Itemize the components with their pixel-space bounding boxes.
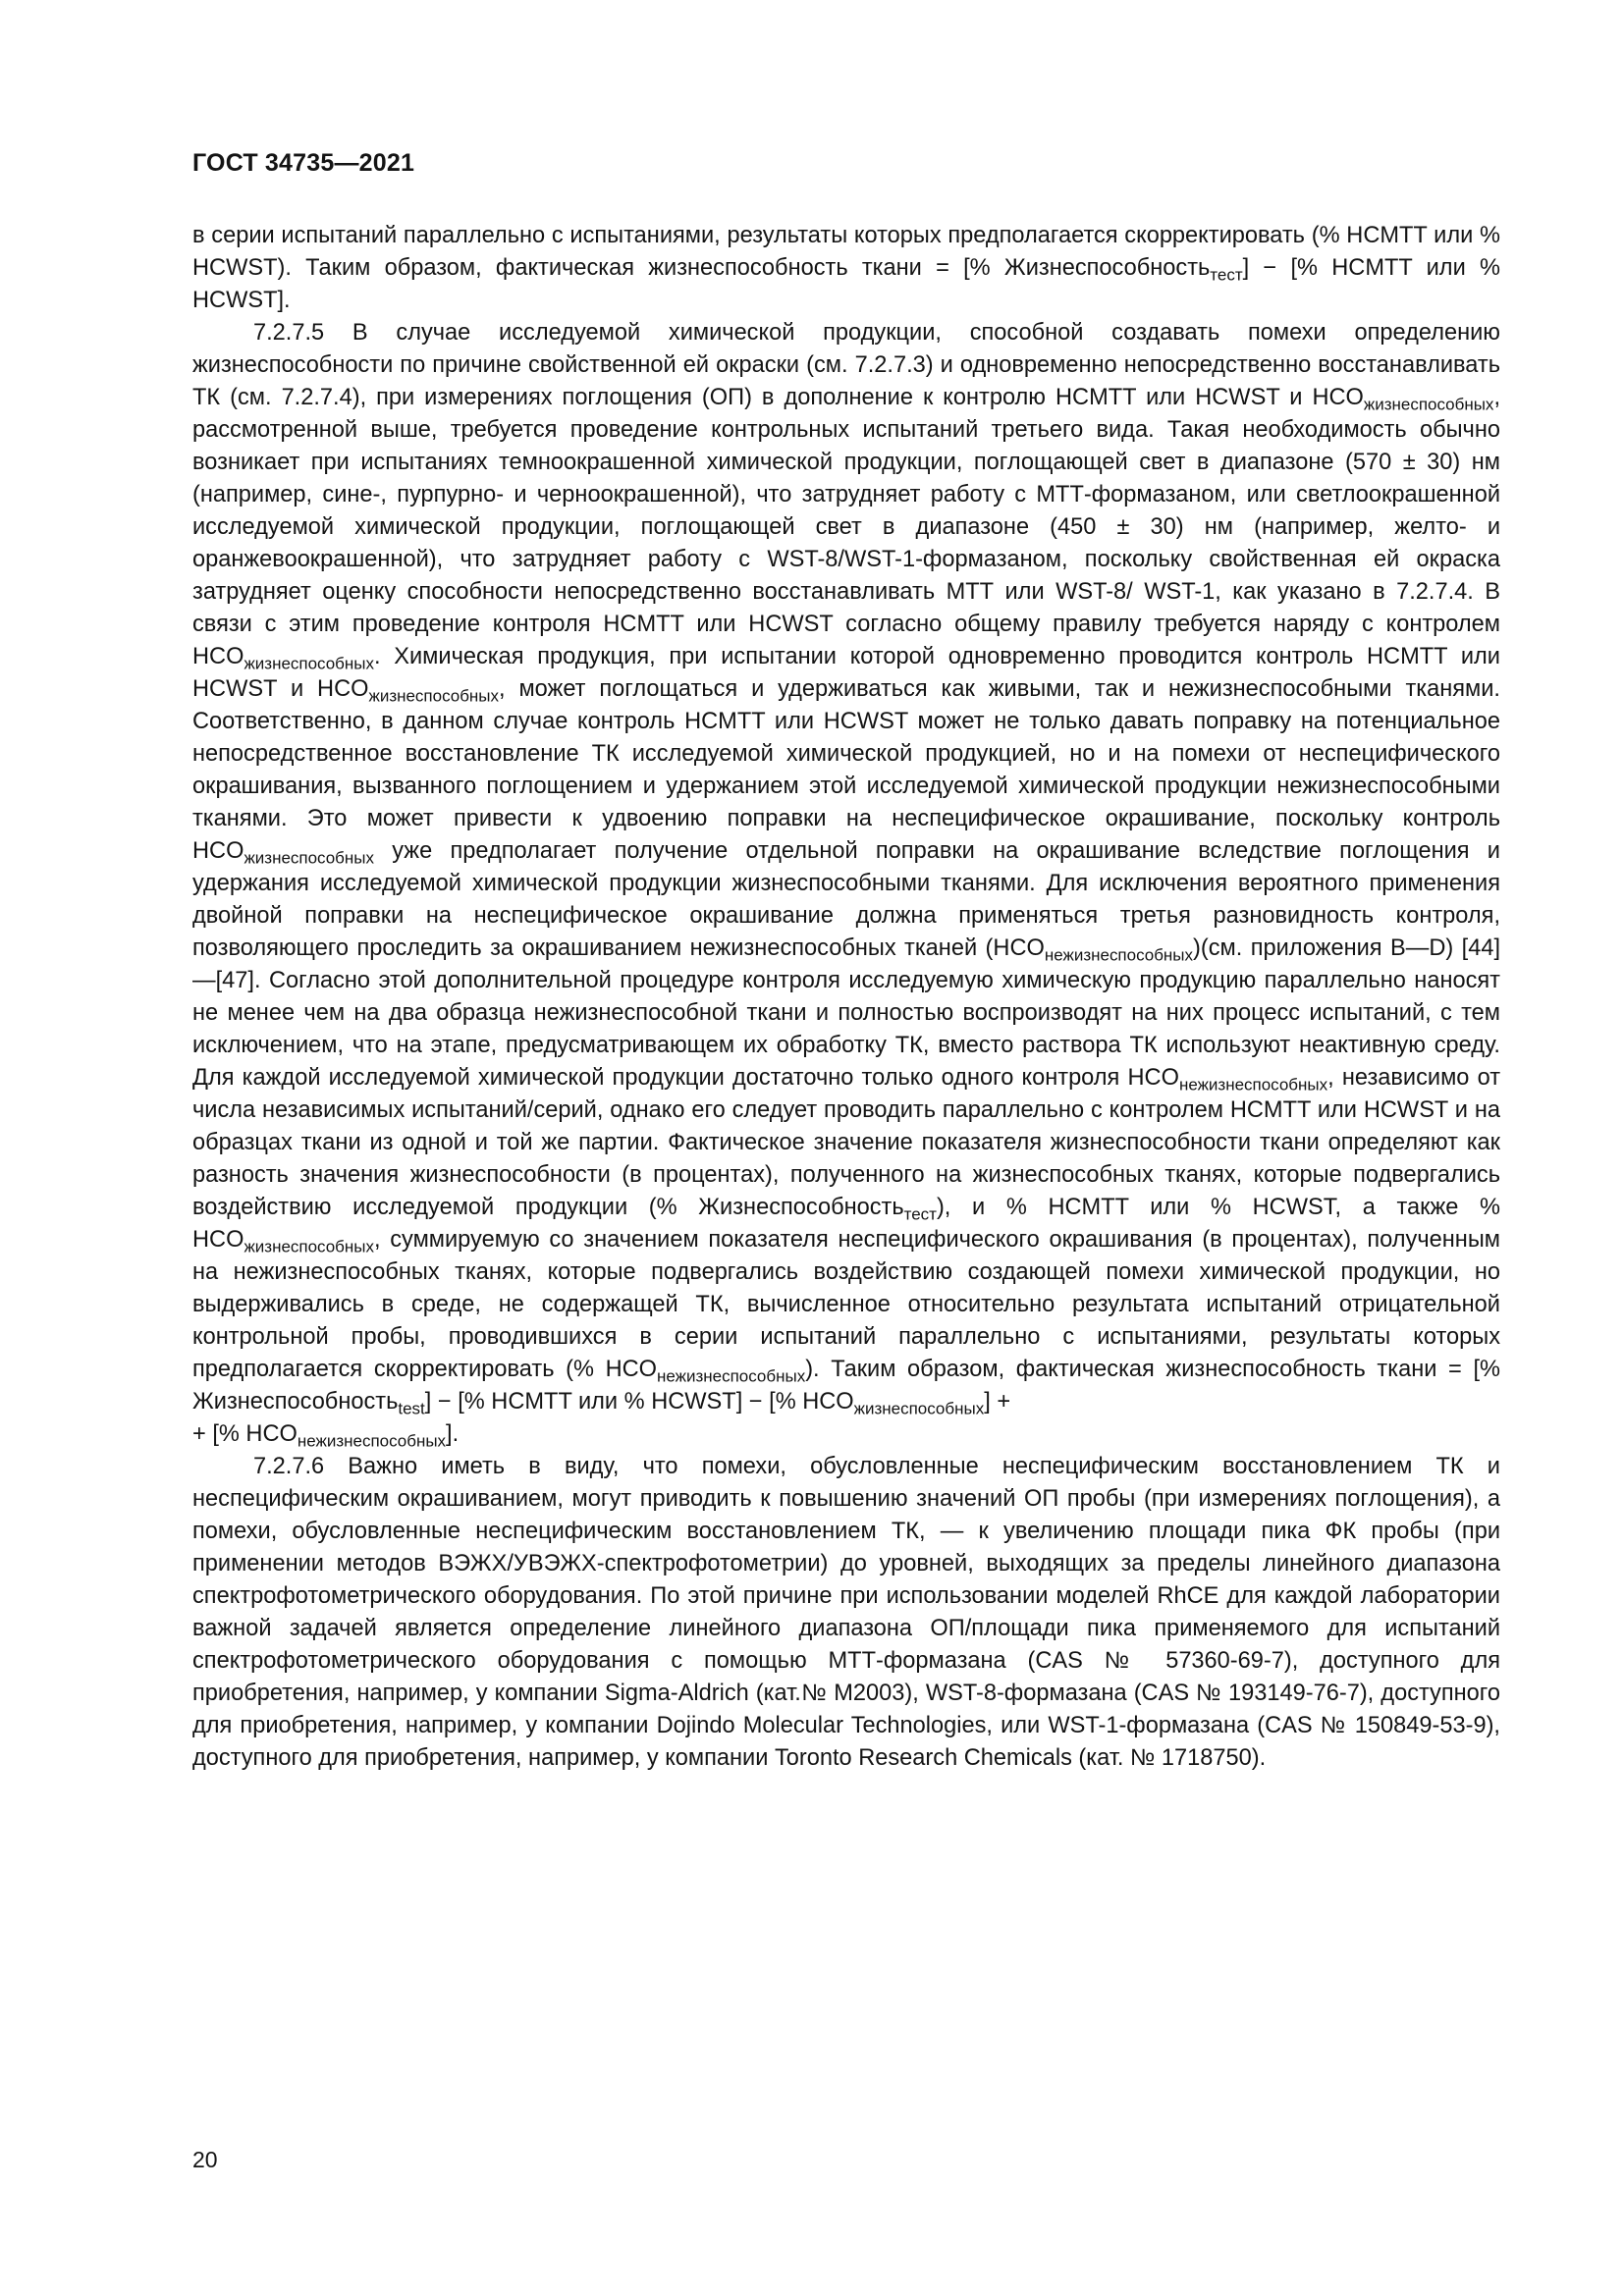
text-run: , может поглощаться и удерживаться как живыми, так и нежизнеспособными тканями. Соответственно, в данном случае контроль HCMTT или HCWST может не только давать поправку на потенциальное непосредственное восстановление ТК исследуемой химической продукцией, но и на помехи от неспецифического окрашивания, вызванного поглощением и удержанием этой исследуемой химической продукции нежизнеспособными тканями. Это может привести к удвоению поправки на неспецифическое окрашивание, поскольку контроль HCO	[192, 676, 1500, 864]
text-run: ). Таким образом, фактическая жизнеспособность ткани = [% Жизнеспособность	[192, 1357, 1500, 1415]
page-number: 20	[192, 2147, 218, 2172]
text-run: уже предполагает получение отдельной поправки на окрашивание вследствие поглощения и удержания исследуемой химической продукции жизнеспособными тканями. Для исключения вероятного применения двойной поправки на неспецифическое окрашивание должна применяться третья разновидность контроля, позволяющего проследить за окрашиванием нежизнеспособных тканей (HCO	[192, 838, 1500, 961]
subscript-viable: жизнеспособных	[1363, 395, 1494, 414]
text-run: ] +	[984, 1389, 1011, 1415]
formula-continuation	[192, 1418, 1500, 1451]
text-run: в серии испытаний параллельно с испытаниями, результаты которых предполагается скорректировать (% HCMTT или % HCWST). Таким образом, фактическая жизнеспособность ткани = [% Жизнеспособность	[192, 223, 1500, 281]
subscript-test: тест	[903, 1204, 937, 1224]
subscript-test: тест	[1210, 265, 1243, 285]
subscript-viable: жизнеспособных	[853, 1399, 985, 1418]
document-header: ГОСТ 34735—2021	[192, 149, 415, 177]
subscript-nonviable: нежизнеспособных	[657, 1366, 806, 1386]
text-run: ].	[446, 1421, 460, 1447]
text-run: ] − [% HCMTT или % HCWST].	[192, 255, 1500, 313]
subscript-viable: жизнеспособных	[368, 686, 500, 706]
subscript-viable: жизнеспособных	[244, 1237, 374, 1256]
subscript-test-en: test	[398, 1399, 425, 1418]
text-run: , суммируемую со значением показателя неспецифического окрашивания (в процентах), полученным на нежизнеспособных тканях, которые подвергались воздействию создающей помехи химической продукции, но выдерживались в среде, не содержащей ТК, вычисленное относительно результата испытаний отрицательной контрольной пробы, проводившихся в серии испытаний параллельно с испытаниями, результаты которых предполагается скорректировать (% HCO	[192, 1227, 1500, 1382]
text-run: . Химическая продукция, при испытании которой одновременно проводится контроль HCMTT или HCWST и HCO	[192, 644, 1500, 702]
subscript-nonviable: нежизнеспособных	[1044, 945, 1194, 965]
paragraph-continuation	[192, 220, 1500, 317]
page-body	[192, 220, 1500, 1775]
paragraph-7-2-7-6: 7.2.7.6 Важно иметь в виду, что помехи, обусловленные неспецифическим восстановлением ТК и неспецифическим окрашиванием, могут приводить к повышению значений ОП пробы (при измерениях поглощения), а помехи, обусловленные неспецифическим восстановлением ТК, — к увеличению площади пика ФК пробы (при применении методов ВЭЖХ/УВЭЖХ-спектрофотометрии) до уровней, выходящих за пределы линейного диапазона спектрофотометрического оборудования. По этой причине при использовании моделей RhCE для каждой лаборатории важной задачей является определение линейного диапазона ОП/площади пика применяемого для испытаний спектрофотометрического оборудования с помощью МТТ-формазана (CAS № 57360-69-7), доступного для приобретения, например, у компании Sigma-Aldrich (кат.№ M2003), WST-8-формазана (CAS № 193149-76-7), доступного для приобретения, например, у компании Dojindo Molecular Technologies, или WST-1-формазана (CAS № 150849-53-9), доступного для приобретения, например, у компании Toronto Research Chemicals (кат. № 1718750).	[192, 1454, 1500, 1771]
text-run: , независимо от числа независимых испытаний/серий, однако его следует проводить параллельно с контролем HCMTT или HCWST и на образцах ткани из одной и той же партии. Фактическое значение показателя жизнеспособности ткани определяют как разность значения жизнеспособности (в процентах), полученного на жизнеспособных тканях, которые подвергались воздействию исследуемой продукции (% Жизнеспособность	[192, 1065, 1501, 1220]
text-run: ), и % HCMTT или % HCWST, а также % HCO	[192, 1195, 1500, 1253]
subscript-viable: жизнеспособных	[244, 654, 374, 673]
text-run: 7.2.7.5 В случае исследуемой химической продукции, способной создавать помехи определению жизнеспособности по причине свойственной ей окраски (см. 7.2.7.3) и одновременно непосредственно восстанавливать ТК (см. 7.2.7.4), при измерениях поглощения (ОП) в дополнение к контролю HCMTT или HCWST и HCO	[192, 320, 1500, 410]
subscript-nonviable: нежизнеспособных	[297, 1431, 447, 1451]
paragraph-7-2-7-5	[192, 317, 1500, 1418]
text-run: , рассмотренной выше, требуется проведение контрольных испытаний третьего вида. Такая необходимость обычно возникает при испытаниях темноокрашенной химической продукции, поглощающей свет в диапазоне (570 ± 30) нм (например, сине-, пурпурно- и черноокрашенной), что затрудняет работу с МТТ-формазаном, или светлоокрашенной исследуемой химической продукции, поглощающей свет в диапазоне (450 ± 30) нм (например, желто- и оранжевоокрашенной), что затрудняет работу с WST-8/WST-1-формазаном, поскольку свойственная ей окраска затрудняет оценку способности непосредственно восстанавливать МТТ или WST-8/ WST-1, как указано в 7.2.7.4. В связи с этим проведение контроля HCMTT или HCWST согласно общему правилу требуется наряду с контролем HCO	[192, 385, 1500, 669]
subscript-viable: жизнеспособных	[244, 848, 374, 868]
subscript-nonviable: нежизнеспособных	[1178, 1075, 1328, 1095]
text-run: + [% HCO	[192, 1421, 298, 1447]
text-run: )(см. приложения В—D) [44]—[47]. Согласно этой дополнительной процедуре контроля исследуемую химическую продукцию параллельно наносят не менее чем на два образца нежизнеспособной ткани и полностью воспроизводят на них процесс испытаний, с тем исключением, что на этапе, предусматривающем их обработку ТК, вместо раствора ТК используют неактивную среду. Для каждой исследуемой химической продукции достаточно только одного контроля HCO	[192, 935, 1500, 1091]
text-run: ] − [% HCMTT или % HCWST] − [% HCO	[424, 1389, 854, 1415]
